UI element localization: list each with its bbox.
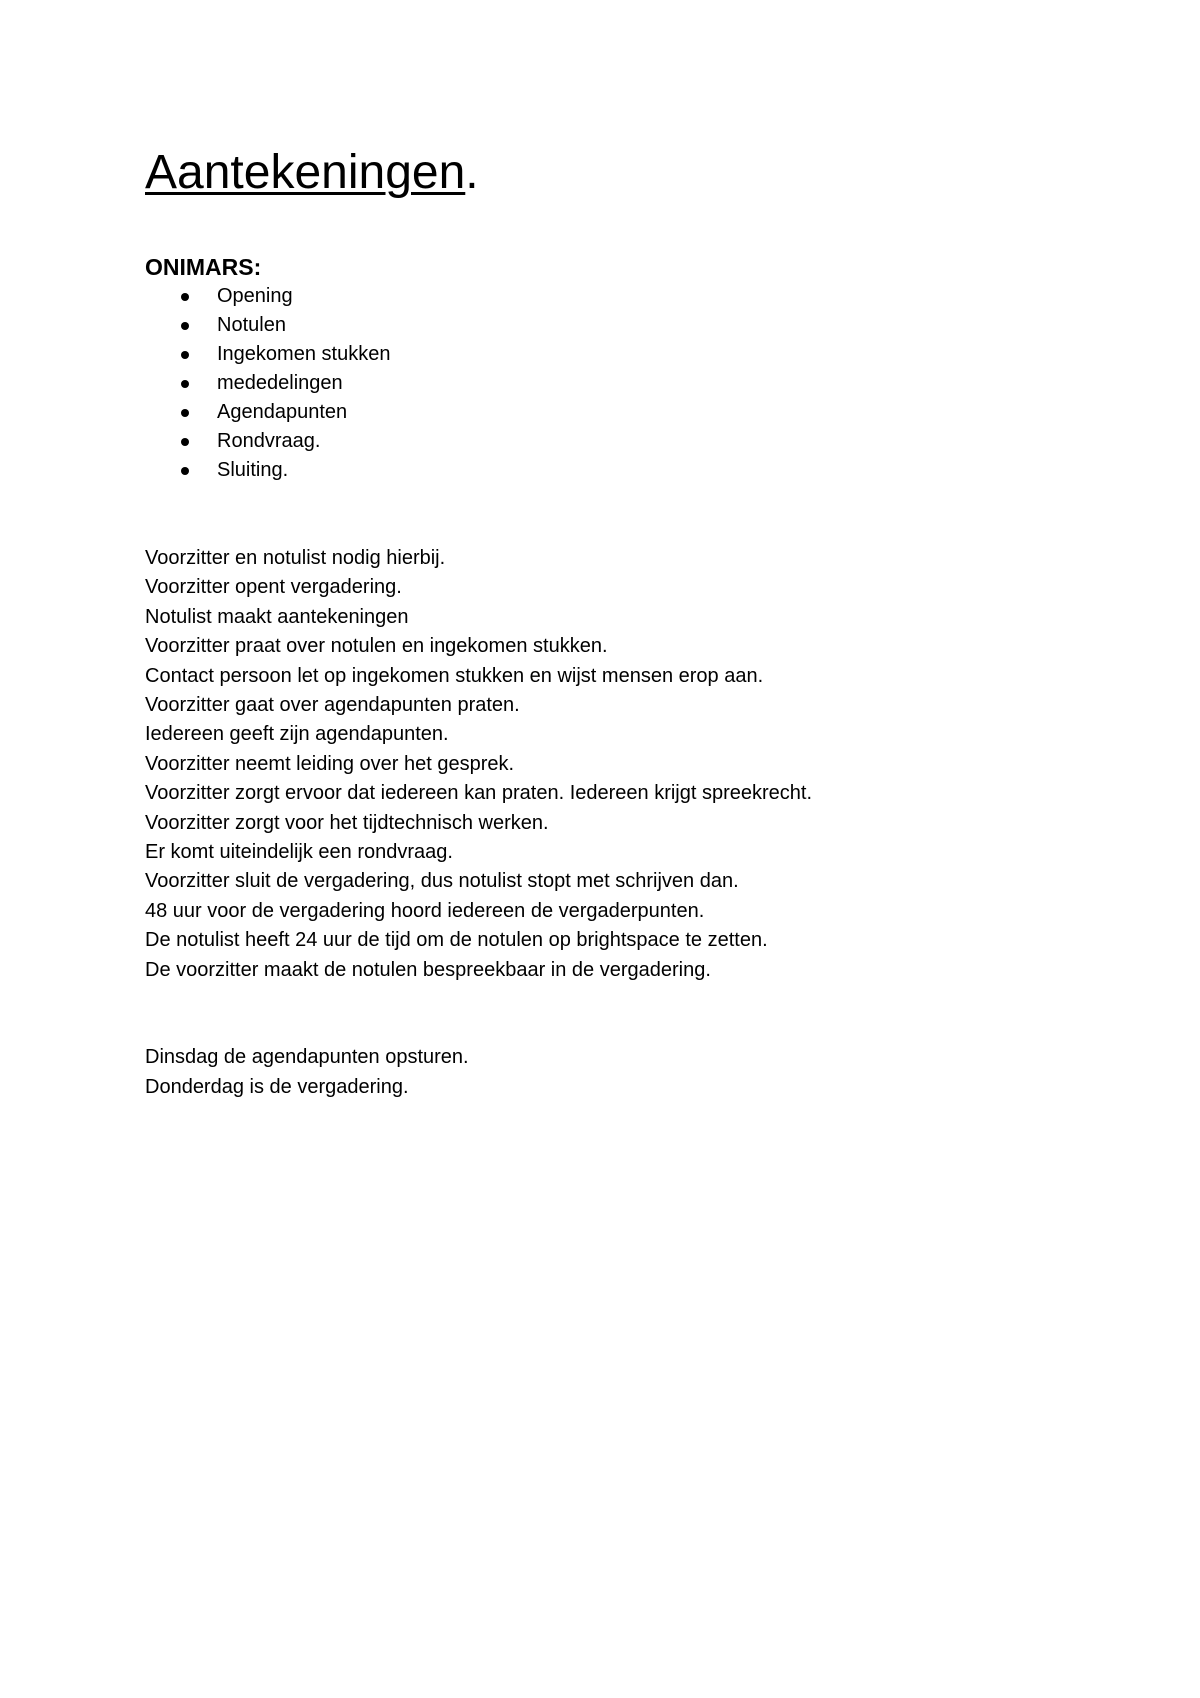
note-line: De notulist heeft 24 uur de tijd om de notulen op brightspace te zetten. [145,929,768,952]
list-item-text: Ingekomen stukken [217,343,391,365]
note-line: Voorzitter sluit de vergadering, dus notulist stopt met schrijven dan. [145,870,739,893]
list-item-text: Opening [217,285,293,307]
note-line: Voorzitter en notulist nodig hierbij. [145,547,446,569]
note-line: Voorzitter gaat over agendapunten praten. [145,694,520,717]
bullet-icon [181,351,189,359]
section-heading: ONIMARS: [145,254,262,280]
bullet-icon [181,409,189,417]
document-title-suffix: . [465,146,479,199]
document-title-text: Aantekeningen [145,146,466,199]
note-line: Notulist maakt aantekeningen [145,605,409,628]
list-item [181,369,1105,398]
list-item-text: mededelingen [217,372,343,394]
document-title [145,142,1105,204]
note-line: De voorzitter maakt de notulen bespreekbaar in de vergadering. [145,958,711,981]
list-item-text: Sluiting. [217,459,289,481]
list-item [181,456,1105,485]
list-item [181,311,1105,340]
note-line: Voorzitter neemt leiding over het gesprek. [145,752,515,775]
list-item-text: Rondvraag. [217,430,321,452]
note-line: Voorzitter praat over notulen en ingekomen stukken. [145,635,608,658]
list-item [181,398,1105,427]
list-item-text: Notulen [217,314,286,336]
note-line: Voorzitter zorgt voor het tijdtechnisch werken. [145,811,549,834]
bullet-icon [181,293,189,301]
list-item [181,282,1105,311]
document-content [145,142,1105,1102]
notes-section [145,544,1105,985]
schedule-line: Dinsdag de agendapunten opsturen. [145,1046,469,1069]
note-line: Voorzitter opent vergadering. [145,576,402,599]
bullet-icon [181,380,189,388]
bullet-icon [181,322,189,330]
list-item-text: Agendapunten [217,401,348,423]
schedule-line: Donderdag is de vergadering. [145,1075,409,1098]
list-item [181,340,1105,369]
note-line: Contact persoon let op ingekomen stukken en wijst mensen erop aan. [145,664,764,687]
schedule-section [145,1043,1105,1102]
note-line: Iedereen geeft zijn agendapunten. [145,723,449,746]
bullet-icon [181,438,189,446]
note-line: Er komt uiteindelijk een rondvraag. [145,841,453,864]
list-item [181,427,1105,456]
note-line: 48 uur voor de vergadering hoord iedereen de vergaderpunten. [145,899,705,922]
agenda-list [145,282,1105,485]
note-line: Voorzitter zorgt ervoor dat iedereen kan praten. Iedereen krijgt spreekrecht. [145,782,813,805]
bullet-icon [181,467,189,475]
